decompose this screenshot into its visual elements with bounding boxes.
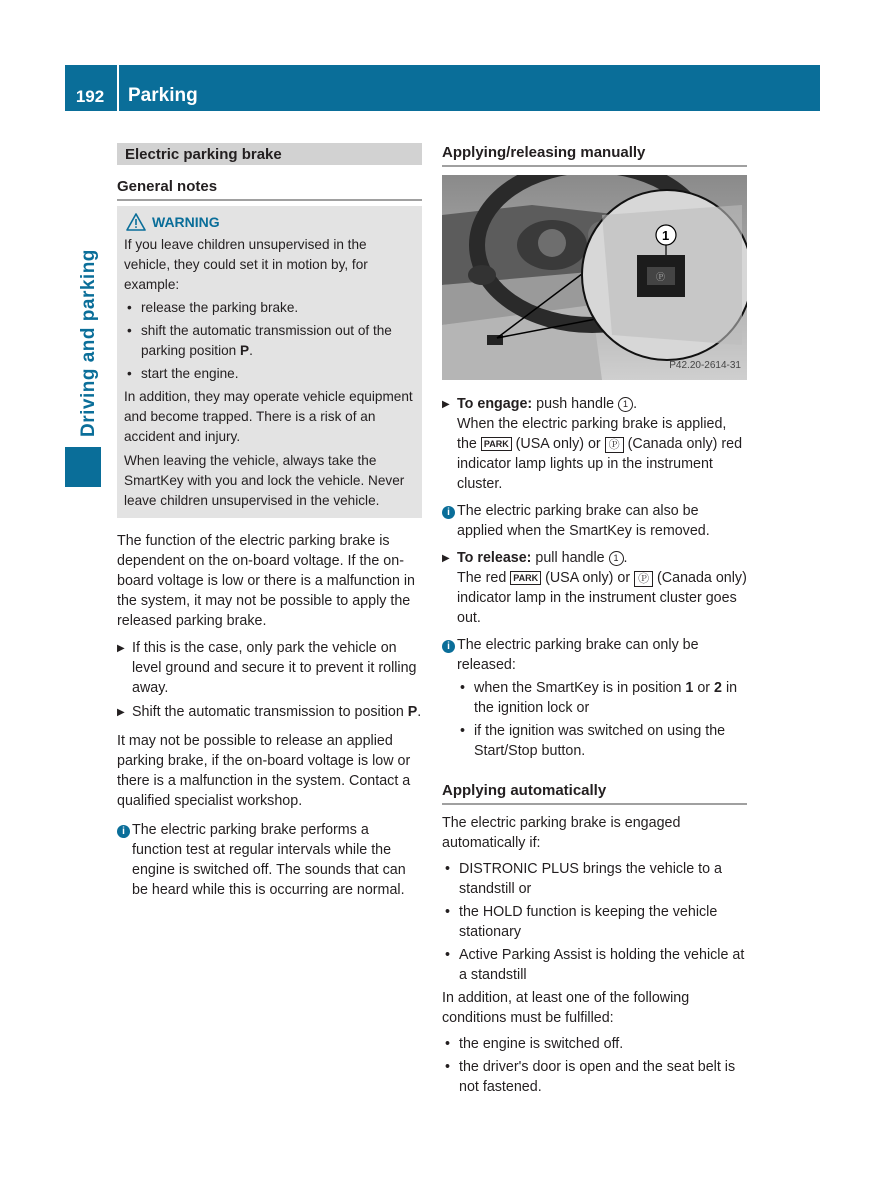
p-indicator-icon: Ⓟ [605, 437, 624, 453]
warning-intro: If you leave children unsupervised in the vehicle, they could set it in motion by, for example: [124, 237, 368, 292]
body-paragraph: It may not be possible to release an applied parking brake, if the on-board voltage is low or there is a malfunction in the system. Contact a qualified specialist workshop. [117, 733, 411, 809]
dashboard-illustration [442, 175, 747, 380]
instruction-step: ▶ Shift the automatic transmission to position P. [117, 702, 422, 723]
right-column [442, 143, 747, 1097]
info-icon: i [117, 820, 132, 900]
figure-callout-number: 1 [662, 228, 670, 243]
subheading-manual: Applying/releasing manually [442, 143, 747, 167]
subheading-general-notes: General notes [117, 177, 422, 201]
figure-code: P42.20-2614-31 [669, 360, 741, 371]
page-number: 192 [75, 87, 105, 106]
list-item: • start the engine. [127, 366, 239, 381]
parking-brake-illustration [442, 175, 747, 380]
step-arrow-icon: ▶ [117, 643, 125, 654]
p-indicator-icon: Ⓟ [634, 571, 653, 587]
info-note: i The electric parking brake can only be released: [442, 635, 747, 675]
subheading-automatic: Applying automatically [442, 781, 747, 805]
warning-paragraph: When leaving the vehicle, always take the SmartKey with you and lock the vehicle. Never leave children unsupervised in the vehicle. [124, 453, 405, 508]
left-column [117, 143, 422, 900]
info-icon: i [442, 501, 457, 541]
info-note: i The electric parking brake performs a function test at regular intervals while the engine is switched off. The sounds that can be heard while this is occurring are normal. [117, 820, 422, 900]
list-item: • release the parking brake. [127, 300, 299, 315]
callout-1-icon: 1 [609, 551, 624, 566]
svg-text:Ⓟ: Ⓟ [656, 272, 666, 282]
header-divider [117, 65, 119, 111]
list-item: • when the SmartKey is in position 1 or 2 in the ignition lock or [460, 680, 738, 716]
section-title: Electric parking brake [117, 143, 422, 165]
callout-1-icon: 1 [618, 397, 633, 412]
body-paragraph: In addition, at least one of the following conditions must be fulfilled: [442, 990, 690, 1026]
list-item: • shift the automatic transmission out of the parking position P. [127, 323, 392, 358]
list-item: • the engine is switched off. [445, 1036, 624, 1052]
step-arrow-icon: ▶ [442, 553, 450, 564]
instruction-step-engage: ▶ To engage: push handle 1 . When the electric parking brake is applied, the PARK (USA only) or Ⓟ (Canada only) red indicator lamp lights up in the instrument cluster. [442, 396, 743, 492]
list-item: • the driver's door is open and the seat belt is not fastened. [445, 1059, 736, 1095]
list-item: • the HOLD function is keeping the vehicle stationary [445, 904, 718, 940]
chapter-tab-label: Driving and parking [78, 249, 99, 437]
warning-label: WARNING [152, 214, 220, 230]
step-arrow-icon: ▶ [117, 707, 125, 718]
instruction-step: ▶ If this is the case, only park the vehicle on level ground and secure it to prevent it rolling away. [117, 640, 417, 696]
instruction-step-release: ▶ To release: pull handle 1 . The red PARK (USA only) or Ⓟ (Canada only) indicator lamp in the instrument cluster goes out. [442, 550, 747, 626]
park-indicator-icon: PARK [481, 437, 512, 451]
info-note: i The electric parking brake can also be applied when the SmartKey is removed. [442, 501, 747, 541]
list-item: • DISTRONIC PLUS brings the vehicle to a standstill or [445, 861, 723, 897]
list-item: • if the ignition was switched on using the Start/Stop button. [460, 723, 726, 759]
warning-header [124, 212, 415, 232]
page-title: Parking [128, 85, 198, 106]
body-paragraph: The function of the electric parking brake is dependent on the on-board voltage. If the on-board voltage is low or there is a malfunction in the system, it may not be possible to apply the released parking brake. [117, 533, 416, 629]
step-arrow-icon: ▶ [442, 399, 450, 410]
list-item: • Active Parking Assist is holding the vehicle at a standstill [445, 947, 745, 983]
warning-box [117, 206, 422, 518]
park-indicator-icon: PARK [510, 571, 541, 585]
info-icon: i [442, 635, 457, 675]
chapter-tab-marker [65, 447, 101, 487]
warning-triangle-icon [126, 213, 146, 231]
warning-paragraph: In addition, they may operate vehicle equipment and become trapped. There is a risk of an accident and injury. [124, 389, 413, 444]
body-paragraph: The electric parking brake is engaged automatically if: [442, 815, 681, 851]
